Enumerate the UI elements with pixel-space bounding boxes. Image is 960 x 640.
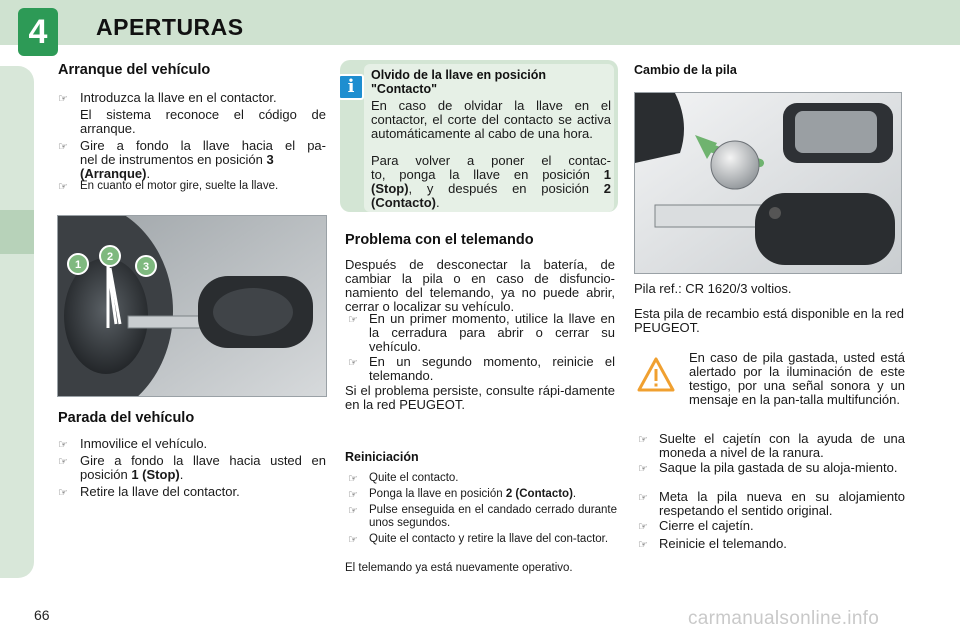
telemando-step-1: En un primer momento, utilice la llave en la cerradura para abrir o cerrar su vehículo. (369, 311, 615, 354)
telemando-intro: Después de desconectar la batería, de cambiar la pila o en caso de disfuncio-namiento del telemando, ya no puede abrir, cerrar o localizar su vehículo. (345, 257, 615, 314)
arranque-step-1: Introduzca la llave en el contactor. (80, 90, 277, 105)
telemando-outro: Si el problema persiste, consulte rápi-damente en la red PEUGEOT. (345, 383, 615, 412)
arranque-step-3: En cuanto el motor gire, suelte la llave. (80, 180, 279, 192)
pointing-hand-icon: ☞ (638, 434, 648, 446)
pointing-hand-icon: ☞ (58, 141, 68, 153)
pointing-hand-icon: ☞ (348, 473, 358, 485)
pointing-hand-icon: ☞ (638, 539, 648, 551)
telemando-heading: Problema con el telemando (345, 232, 534, 248)
chapter-sidebar (0, 66, 34, 578)
info-box-paragraph-1: En caso de olvidar la llave en el contactor, el corte del contacto se activa automáticamente al cabo de una hora. (371, 98, 611, 141)
info-box-paragraph-2-line3: (Stop), y después en posición 2 (371, 181, 611, 196)
parada-step-1: Inmovilice el vehículo. (80, 436, 208, 451)
reiniciacion-outro: El telemando ya está nuevamente operativo. (345, 562, 573, 574)
pila-step-4: Cierre el cajetín. (659, 518, 754, 533)
pointing-hand-icon: ☞ (58, 439, 68, 451)
chapter-number: 4 (18, 8, 58, 56)
ignition-illustration (58, 216, 327, 397)
pointing-hand-icon: ☞ (638, 463, 648, 475)
reiniciacion-step-1: Quite el contacto. (369, 472, 459, 484)
reiniciacion-heading: Reiniciación (345, 450, 419, 464)
pila-heading: Cambio de la pila (634, 63, 737, 77)
reiniciacion-step-4: Quite el contacto y retire la llave del con-tactor. (369, 533, 609, 545)
pointing-hand-icon: ☞ (348, 314, 358, 326)
pila-warning-text: En caso de pila gastada, usted está alertado por la iluminación de este testigo, por una señal sonora y un mensaje en la pan-talla multifunción. (689, 350, 905, 407)
pila-step-5: Reinicie el telemando. (659, 536, 787, 551)
pila-step-2: Saque la pila gastada de su aloja-miento. (659, 460, 898, 475)
telemando-step-2: En un segundo momento, reinicie el telemando. (369, 354, 615, 383)
ignition-label-2: 2 (106, 251, 114, 263)
parada-step-2-line1: Gire a fondo la llave hacia usted en (80, 453, 326, 468)
info-box-paragraph-2-line1: Para volver a poner el contac- (371, 153, 611, 168)
pointing-hand-icon: ☞ (58, 456, 68, 468)
pointing-hand-icon: ☞ (58, 181, 68, 193)
reiniciacion-step-2: Ponga la llave en posición 2 (Contacto). (369, 488, 577, 500)
info-icon: i (338, 74, 364, 100)
ignition-label-3: 3 (142, 261, 150, 273)
parada-step-2-line2: posición 1 (Stop). (80, 467, 184, 482)
pointing-hand-icon: ☞ (348, 505, 358, 517)
pointing-hand-icon: ☞ (348, 489, 358, 501)
key-battery-photo (634, 92, 902, 274)
pila-reference: Pila ref.: CR 1620/3 voltios. (634, 281, 792, 296)
arranque-step-1-note: El sistema reconoce el código de arranque. (80, 107, 326, 136)
pointing-hand-icon: ☞ (348, 357, 358, 369)
pointing-hand-icon: ☞ (638, 492, 648, 504)
pointing-hand-icon: ☞ (58, 93, 68, 105)
parada-heading: Parada del vehículo (58, 410, 195, 426)
battery-illustration (635, 93, 902, 274)
pila-recambio: Esta pila de recambio está disponible en la red PEUGEOT. (634, 306, 904, 335)
arranque-step-2-line3: (Arranque). (80, 166, 151, 181)
pila-step-3: Meta la pila nueva en su alojamiento respetando el sentido original. (659, 489, 905, 518)
watermark: carmanualsonline.info (688, 608, 880, 629)
warning-triangle-icon (636, 355, 676, 395)
ignition-key-photo (57, 215, 327, 397)
page-title: APERTURAS (96, 14, 244, 40)
info-box-paragraph-2-line2: to, ponga la llave en posición 1 (371, 167, 611, 182)
pila-step-1: Suelte el cajetín con la ayuda de una moneda a nivel de la ranura. (659, 431, 905, 460)
reiniciacion-step-3: Pulse enseguida en el candado cerrado durante unos segundos. (369, 504, 617, 529)
parada-step-3: Retire la llave del contactor. (80, 484, 240, 499)
arranque-step-2-line1: Gire a fondo la llave hacia el pa- (80, 138, 326, 153)
pointing-hand-icon: ☞ (348, 534, 358, 546)
pointing-hand-icon: ☞ (638, 521, 648, 533)
page-number: 66 (34, 607, 50, 623)
info-box-paragraph-2-line4: (Contacto). (371, 195, 440, 210)
ignition-label-1: 1 (74, 259, 82, 271)
arranque-heading: Arranque del vehículo (58, 62, 211, 78)
info-box-title: Olvido de la llave en posición "Contacto" (371, 68, 547, 96)
sidebar-tab (0, 210, 34, 254)
arranque-step-2-line2: nel de instrumentos en posición 3 (80, 152, 274, 167)
pointing-hand-icon: ☞ (58, 487, 68, 499)
